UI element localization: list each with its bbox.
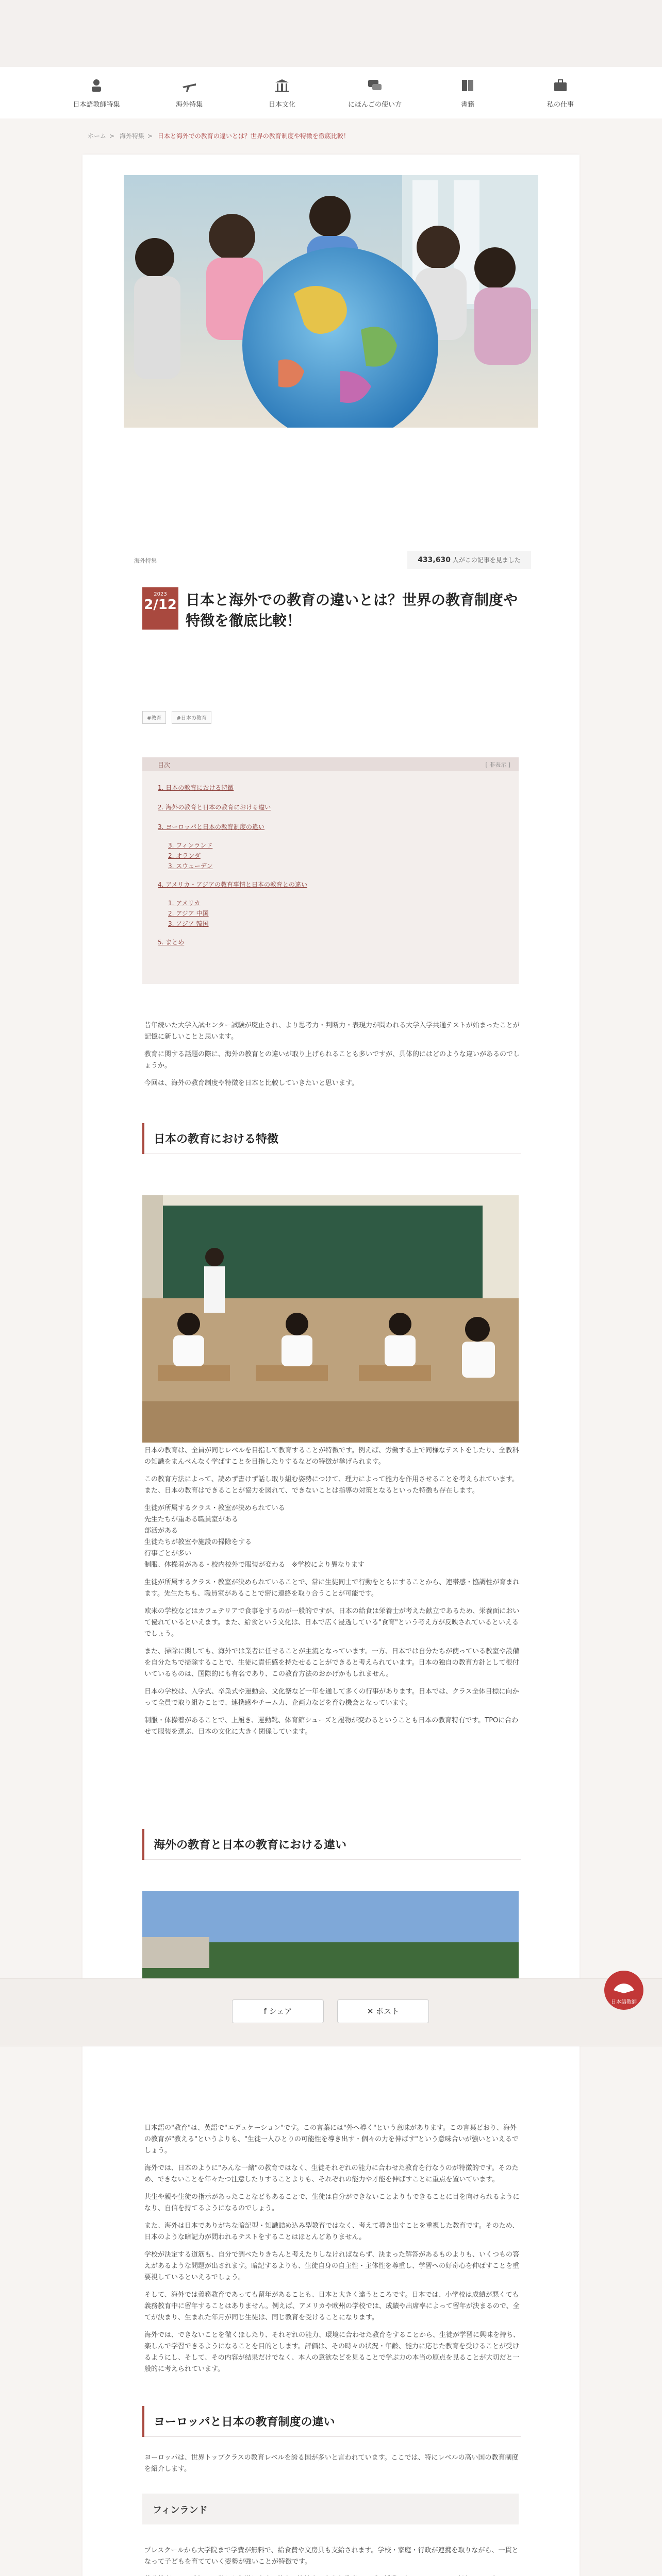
airplane-icon xyxy=(181,78,197,93)
paragraph: 教育に関する話題の際に、海外の教育との違いが取り上げられることも多いですが、具体的にはどのような違いがあるのでしょうか。 xyxy=(144,1050,520,1070)
toc-item[interactable]: 2. アジア 中国 xyxy=(168,910,209,917)
toc-item[interactable]: 3. アジア 韓国 xyxy=(168,920,209,927)
toc-heading: 目次 xyxy=(158,761,171,769)
nav-label: にほんごの使い方 xyxy=(347,101,402,109)
date-day: 2/12 xyxy=(144,597,177,613)
paragraph: 海外では、日本のように"みんな一緒"の教育ではなく、生徒それぞれの能力に合わせた教育を行なうのが特徴的です。そのため、できないことを年々たつ注意したりすることよりも、それぞれの能力や才能を伸ばすことに重点を置いています。 xyxy=(144,2164,519,2183)
nav-label: 書籍 xyxy=(460,101,474,109)
x-post-button[interactable] xyxy=(337,1999,429,2023)
list-item: 生徒たちが教室や施設の掃除をする xyxy=(144,1538,252,1546)
tag-list xyxy=(142,711,214,724)
paragraph: 欧米の学校などはカフェテリアで食事をするのが一般的ですが、日本の給食は栄養士が考えた献立であるため、栄養面において優れているといえます。また、給食という文化は、日本で広く浸透している"食育"という考え方が反映されているといえるでしょう。 xyxy=(144,1607,520,1638)
toc-item[interactable]: 3. フィンランド xyxy=(168,842,213,849)
global-nav xyxy=(0,67,662,118)
fab-label: 日本語教師 xyxy=(611,1999,637,2005)
paragraph: プレスクールから大学院まで学費が無料で、給食費や文房具も支給されます。学校・家庭・行政が連携を取りながら、一貫となって子どもを育てていく姿勢が強いことが特徴です。 xyxy=(144,2547,519,2566)
paragraph: 日本の学校は、入学式、卒業式や運動会、文化祭など一年を通して多くの行事があります。日本では、クラス全体目標に向かって全員で取り組むことで、連携感やチーム力、企画力などを育む機会となっています。 xyxy=(144,1688,519,1707)
nav-item-books[interactable] xyxy=(429,67,506,118)
hero-image xyxy=(124,175,538,428)
intro-text xyxy=(144,1020,521,1095)
section-lead xyxy=(144,2452,521,2481)
breadcrumb: ホーム > 海外特集 > 日本と海外での教育の違いとは？世界の教育制度や特徴を徹底比較！ xyxy=(88,132,350,140)
section-title: 海外の教育と日本の教育における違い xyxy=(154,1839,347,1852)
section-heading xyxy=(142,2406,521,2437)
tag[interactable]: #教育 xyxy=(142,711,166,724)
breadcrumb-home[interactable]: ホーム xyxy=(88,132,107,140)
paragraph xyxy=(144,2574,521,2576)
toc-toggle-button[interactable]: [ 非表示 ] xyxy=(485,761,510,768)
views-label: 人がこの記事を見ました xyxy=(452,556,521,564)
nav-label: 日本語教師特集 xyxy=(73,101,120,109)
category-label[interactable]: 海外特集 xyxy=(134,557,157,564)
x-post-label: ポスト xyxy=(376,2007,400,2016)
section-heading xyxy=(142,1123,521,1154)
paragraph: 日本語の"教育"は、英語で"エデュケーション"です。この言葉には"外へ導く"という意味があります。この言葉どおり、海外の教育が"教える"というよりも、"生徒一人ひとりの可能性を導き出す・個々の力を伸ばす"という意味合いが強いといえるでしょう。 xyxy=(144,2124,519,2155)
list-item: 生徒が所属するクラス・教室が決められている xyxy=(144,1504,285,1512)
paragraph: 制服・体操着があることで、上履き、運動靴、体育館シューズと履物が変わるということも日本の教育特有です。TPOに合わせて服装を選ぶ、日本の文化に大きく関係しています。 xyxy=(144,1717,519,1736)
section-title: 日本の教育における特徴 xyxy=(154,1133,279,1146)
teacher-fab-button[interactable] xyxy=(604,1971,643,2010)
nav-item-usage[interactable] xyxy=(336,67,413,118)
paragraph: また、海外は日本でありがちな暗記型・知識詰め込み型教育ではなく、考えて導き出すことを重視した教育です。そのため、日本のような暗記力が問われるテストをすることはほとんどありません。 xyxy=(144,2222,519,2241)
x-icon: ✕ xyxy=(367,2007,376,2016)
toc-header xyxy=(142,757,519,771)
toc-item[interactable]: 1. 日本の教育における特徴 xyxy=(158,784,234,791)
paragraph: ヨーロッパは、世界トップクラスの教育レベルを誇る国が多いと言われています。ここでは、特にレベルの高い国の教育制度を紹介します。 xyxy=(144,2454,519,2473)
list-item: 行事ごとが多い xyxy=(144,1550,192,1557)
chat-icon xyxy=(367,78,383,93)
list-item: 制服、体操着がある・校内校外で服装が変わる ※学校により異なります xyxy=(144,1561,365,1569)
section-title: ヨーロッパと日本の教育制度の違い xyxy=(154,2416,335,2429)
section-body xyxy=(144,2123,521,2381)
nav-label: 私の仕事 xyxy=(547,101,574,109)
date-badge xyxy=(142,587,178,630)
subsection-body xyxy=(144,2545,521,2576)
briefcase-icon xyxy=(553,78,568,93)
nav-label: 日本文化 xyxy=(268,101,295,109)
paragraph: 昔年続いた大学入試センター試験が廃止され、より思考力・判断力・表現力が問われる大学入学共通テストが始まったことが記憶に新しいことと思います。 xyxy=(144,1022,520,1041)
facebook-share-button[interactable] xyxy=(232,1999,324,2023)
tag[interactable]: #日本の教育 xyxy=(172,711,211,724)
toc-item[interactable]: 3. スウェーデン xyxy=(168,862,213,870)
section-heading xyxy=(142,1829,521,1860)
views-counter xyxy=(407,551,531,569)
paragraph: 海外では、できないことを徹くほしたり、それぞれの能力、環境に合わせた教育をすることから、生徒が学習に興味を持ち、楽しんで学習できるようになることを目的とします。評価は、その時々の状況・年齢、能力に応じた教育を受けることが受けるようにし、そして、その内容が結果だけでなく、本人の意欲などを見ることで学ぶ力の本当の原点を見ることが大切だと一般的に考えられています。 xyxy=(144,2331,520,2373)
article-card xyxy=(82,155,580,2576)
nav-item-teacher[interactable] xyxy=(58,67,135,118)
list-item: 先生たちが重ある職員室がある xyxy=(144,1516,239,1523)
nav-label: 海外特集 xyxy=(175,101,203,109)
teacher-icon xyxy=(89,78,104,93)
paragraph: 今回は、海外の教育制度や特徴を日本と比較していきたいと思います。 xyxy=(144,1079,358,1087)
fan-icon xyxy=(604,1971,643,1996)
facebook-share-label: シェア xyxy=(269,2007,292,2016)
section-body xyxy=(144,1445,521,1744)
paragraph: 生徒が所属するクラス・教室が決められていることで、常に生徒同士で行動をともにすることから、連帯感・協調性が育まれます。先生たちも、職員室があることで密に連絡を取り合うことが可能です。 xyxy=(144,1579,520,1598)
subsection-title: フィンランド xyxy=(153,2505,208,2516)
article-title: 日本と海外での教育の違いとは？世界の教育制度や特徴を徹底比較！ xyxy=(186,591,518,629)
share-bar xyxy=(0,1978,662,2046)
paragraph: そして、海外では義務教育であっても留年があることも、日本と大きく違うところです。日本では、小学校は成績が悪くても義務教育中に留年することはありません。例えば、アメリカや欧州の学校では、成績や出席率によって留年が決まるので、全てが決まり、生まれた年月が同じ生徒は、同じ教育を受けることになります。 xyxy=(144,2291,520,2321)
breadcrumb-section[interactable]: 海外特集 xyxy=(119,132,144,140)
facebook-icon: f xyxy=(263,2007,269,2016)
nav-item-overseas[interactable] xyxy=(151,67,228,118)
toc-item[interactable]: 3. ヨーロッパと日本の教育制度の違い xyxy=(158,823,265,831)
date-year: 2023 xyxy=(154,591,167,597)
list-item: 部活がある xyxy=(144,1527,178,1535)
toc-item[interactable]: 5. まとめ xyxy=(158,939,185,946)
paragraph: 共生や親や生徒の指示があったことなどもあることで、生徒は自分ができないことよりもできることに目を向けられるようになり、自信を持てるようになるのでしょう。 xyxy=(144,2193,520,2212)
paragraph: 日本の教育は、全員が同じレベルを目指して教育することが特徴です。例えば、労働する上で同様なテストをしたり、全教科の知識をまんべんなく学ばすことを目指したりするなどの特徴が挙げられます。 xyxy=(144,1447,519,1466)
temple-icon xyxy=(274,78,290,93)
subsection-heading xyxy=(142,2494,519,2524)
paragraph: また、掃除に関しても、海外では業者に任せることが主流となっています。一方、日本では自分たちが使っている教室や設備を自分たちで掃除することで、生徒に責任感を持たせることができると考えられています。日本の独自の教育方針として根付いているものは、国際的にも有名であり、この教育方法のおかげかもしれません。 xyxy=(144,1648,519,1678)
views-count: 433,630 xyxy=(418,556,451,564)
toc-item[interactable]: 4. アメリカ・アジアの教育事情と日本の教育との違い xyxy=(158,881,307,888)
nav-item-job[interactable] xyxy=(522,67,599,118)
breadcrumb-current: 日本と海外での教育の違いとは？世界の教育制度や特徴を徹底比較！ xyxy=(157,132,350,140)
paragraph: 学校が決定する道筋も、自分で調べたりきちんと考えたりしなければならず、決まった解答があるものよりも、いくつもの答えがあるような問題が出されます。暗記するよりも、生徒自身の自主性・主体性を尊重し、学習への好奇心を伸ばすことを重要視しているといえるでしょう。 xyxy=(144,2251,519,2281)
toc-item[interactable]: 2. オランダ xyxy=(168,852,201,859)
nav-item-culture[interactable] xyxy=(243,67,321,118)
classroom-photo xyxy=(142,1195,519,1443)
toc-item[interactable]: 1. アメリカ xyxy=(168,900,201,907)
table-of-contents xyxy=(142,757,519,984)
book-icon xyxy=(460,78,475,93)
toc-item[interactable]: 2. 海外の教育と日本の教育における違い xyxy=(158,804,271,811)
paragraph: この教育方法によって、読めず書けず話し取り組む姿勢につけて、理力によって能力を作用させることを考えられています。また、日本の教育はできることが協力を図れて、できないことは指導の対策となるといった特徴も存在します。 xyxy=(144,1476,519,1495)
